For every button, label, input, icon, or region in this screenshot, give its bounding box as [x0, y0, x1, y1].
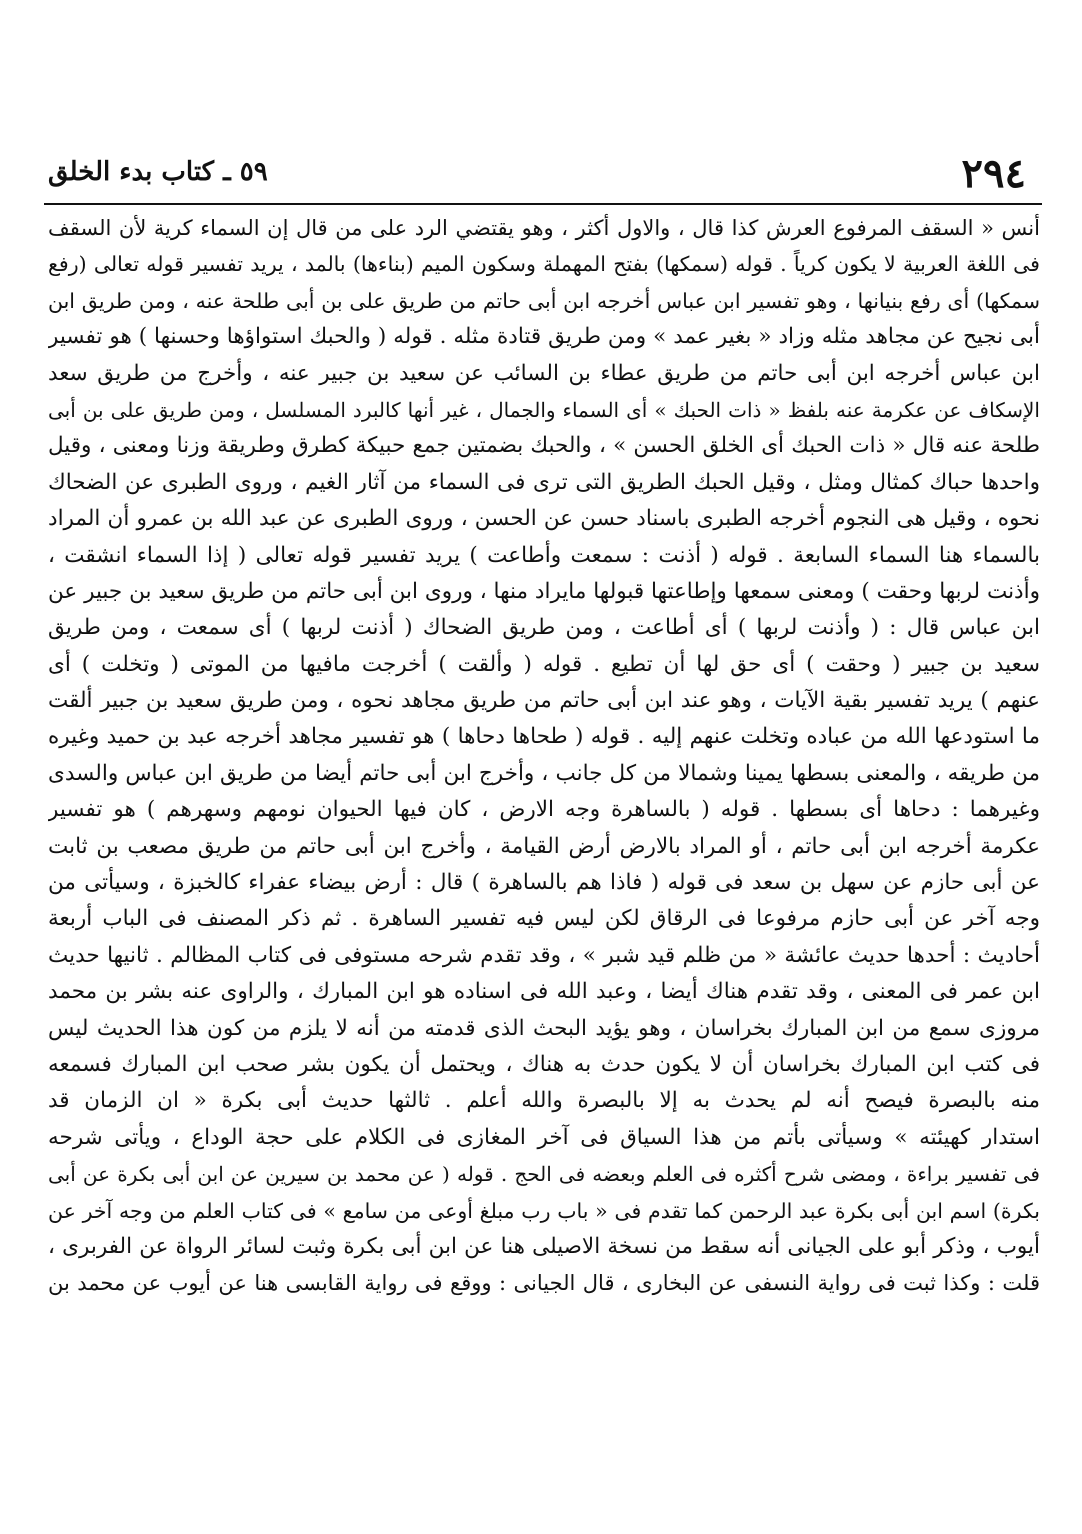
- text-line: استدار كهيئته » وسيأتى بأتم من هذا السياق فى آخر المغازى فى الكلام على حجة الوداع ، ويأتى شرحه: [48, 1124, 1040, 1150]
- text-line: أنس « السقف المرفوع العرش كذا قال ، والاول أكثر ، وهو يقتضي الرد على من قال إن السماء كرية لأن السقف: [48, 216, 1040, 240]
- text-line: مروزى سمع من ابن المبارك بخراسان ، وهو يؤيد البحث الذى قدمته من أنه لا يلزم من كون هذا الحديث ليس: [48, 1015, 1040, 1041]
- text-line: ابن عباس أخرجه ابن أبى حاتم من طريق عطاء بن السائب عن سعيد بن جبير عنه ، وأخرج من طريق سعد: [48, 360, 1040, 386]
- text-line: سمكها) أى رفع بنيانها ، وهو تفسير ابن عباس أخرجه ابن أبى حاتم من طريق على بن أبى طلحة عنه ، ومن طريق ابن: [48, 288, 1040, 313]
- text-line: بالسماء هنا السماء السابعة . قوله ( أذنت : سمعت وأطاعت ) يريد تفسير قوله تعالى ( إذا السماء انشقت ،: [48, 542, 1040, 568]
- text-line: ابن عباس قال : ( وأذنت لربها ) أى أطاعت ، ومن طريق الضحاك ( أذنت لربها ) أى سمعت ، ومن طريق: [48, 615, 1040, 641]
- page-number: ٢٩٤: [961, 150, 1026, 197]
- text-line: نحوه ، وقيل هى النجوم أخرجه الطبرى باسناد حسن عن الحسن ، وروى الطبرى عن عبد الله بن عمرو أن المراد: [48, 506, 1040, 532]
- text-line: أبى نجيح عن مجاهد مثله وزاد « بغير عمد » ومن طريق قتادة مثله . قوله ( والحبك استواؤها وحسنها ) هو تفسير: [48, 324, 1040, 350]
- text-line: فى كتب ابن المبارك بخراسان أن لا يكون حدث به هناك ، ويحتمل أن يكون بشر صحب ابن المبارك فسمعه: [48, 1051, 1040, 1077]
- text-line: فى تفسير براءة ، ومضى شرح أكثره فى العلم وبعضه فى الحج . قوله ( عن محمد بن سيرين عن ابن أبى بكرة عن أبى: [48, 1162, 1040, 1187]
- text-line: عن أبى حازم عن سهل بن سعد فى قوله ( فاذا هم بالساهرة ) قال : أرض بيضاء عفراء كالخبزة ، وسيأتى من: [48, 870, 1040, 896]
- text-line: أيوب ، وذكر أبو على الجيانى أنه سقط من نسخة الاصيلى هنا عن ابن أبى بكرة وثبت لسائر الرواة عن الفربرى ،: [48, 1233, 1040, 1259]
- text-line: عنهم ) يريد تفسير بقية الآيات ، وهو عند ابن أبى حاتم من طريق مجاهد نحوه ، ومن طريق سعيد بن جبير ألقت: [48, 688, 1040, 714]
- text-line: وأذنت لربها وحقت ) ومعنى سمعها وإطاعتها قبولها مايراد منها ، وروى ابن أبى حاتم من طريق سعيد بن جبير عن: [48, 578, 1040, 604]
- text-line: وغيرهما : دحاها أى بسطها . قوله ( بالساهرة وجه الارض ، كان فيها الحيوان نومهم وسهرهم ) هو تفسير: [48, 797, 1040, 823]
- text-line: الإسكاف عن عكرمة عنه بلفظ « ذات الحبك » أى السماء والجمال ، غير أنها كالبرد المسلسل ، ومن طريق على بن أبى: [48, 397, 1040, 422]
- header-rule: [44, 203, 1042, 205]
- text-line: ما استودعها الله من عباده وتخلت عنهم إليه . قوله ( طحاها دحاها ) هو تفسير مجاهد أخرجه عبد بن حميد وغيره: [48, 724, 1040, 750]
- text-line: من طريقه ، والمعنى بسطها يمينا وشمالا من كل جانب ، وأخرج ابن أبى حاتم أيضا من طريق ابن عباس والسدى: [48, 760, 1040, 786]
- text-line: ابن عمر فى المعنى ، وقد تقدم هناك أيضا ، وعبد الله فى اسناده هو ابن المبارك ، والراوى عنه بشر بن محمد: [48, 979, 1040, 1005]
- text-line: سعيد بن جبير ( وحقت ) أى حق لها أن تطيع . قوله ( وألقت ) أخرجت مافيها من الموتى ( وتخلت ) أى: [48, 651, 1040, 677]
- commentary-text: [48, 210, 1040, 1302]
- text-line: وجه آخر عن أبى حازم مرفوعا فى الرقاق لكن ليس فيه تفسير الساهرة . ثم ذكر المصنف فى الباب أربعة: [48, 906, 1040, 932]
- chapter-title: ٥٩ ـ كتاب بدء الخلق: [48, 157, 268, 187]
- text-line: منه بالبصرة فيصح أنه لم يحدث به إلا بالبصرة والله أعلم . ثالثها حديث أبى بكرة « ان الزمان قد: [48, 1088, 1040, 1114]
- text-line: واحدها حباك كمثال ومثل ، وقيل الحبك الطريق التى ترى فى السماء من آثار الغيم ، وروى الطبرى عن الضحاك: [48, 469, 1040, 495]
- text-line: قلت : وكذا ثبت فى رواية النسفى عن البخارى ، قال الجيانى : ووقع فى رواية القابسى هنا عن أيوب عن محمد بن: [48, 1271, 1040, 1296]
- text-line: فى اللغة العربية لا يكون كرياً . قوله (سمكها) بفتح المهملة وسكون الميم (بناءها) بالمد ، يريد تفسير قوله تعالى (رفع: [48, 252, 1040, 277]
- text-line: طلحة عنه قال « ذات الحبك أى الخلق الحسن » ، والحبك بضمتين جمع حبيكة كطرق وطريقة وزنا ومعنى ، وقيل: [48, 433, 1040, 459]
- text-line: عكرمة أخرجه ابن أبى حاتم ، أو المراد بالارض أرض القيامة ، وأخرج ابن أبى حاتم من طريق مصعب بن ثابت: [48, 833, 1040, 859]
- text-line: أحاديث : أحدها حديث عائشة « من ظلم قيد شبر » ، وقد تقدم شرحه مستوفى فى كتاب المظالم . ثانيها حديث: [48, 942, 1040, 968]
- text-line: بكرة) اسم ابن أبى بكرة عبد الرحمن كما تقدم فى « باب رب مبلغ أوعى من سامع » فى كتاب العلم من وجه آخر عن: [48, 1198, 1040, 1223]
- page-header: [40, 148, 1040, 196]
